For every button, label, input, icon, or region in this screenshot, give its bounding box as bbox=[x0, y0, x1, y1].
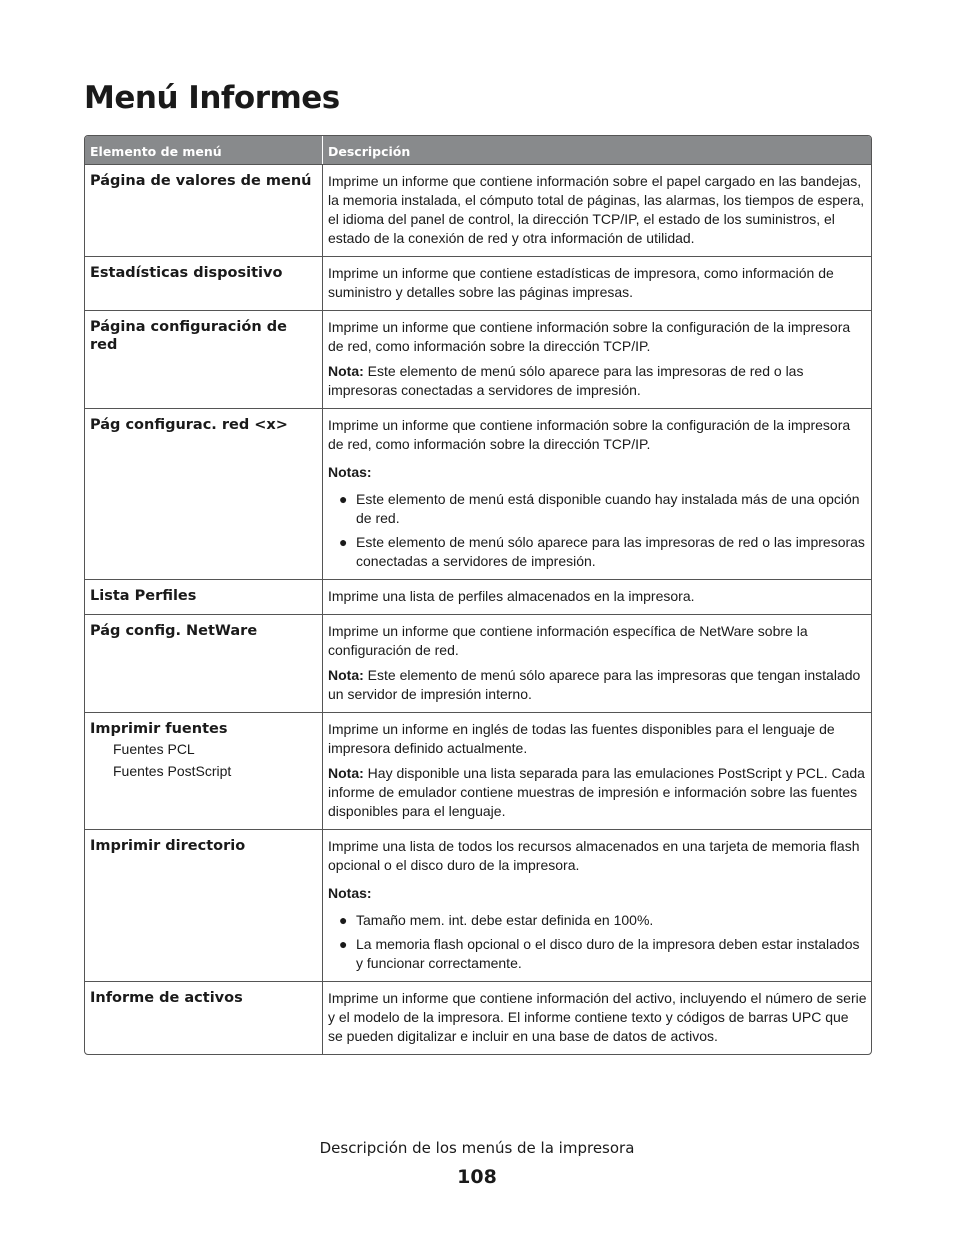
menu-item-note bbox=[328, 666, 867, 704]
menu-item-description: Imprime un informe que contiene información sobre el papel cargado en las bandejas, la memoria instalada, el cómputo total de páginas, las alarmas, los tiempos de espera, el idioma del panel de control, la dirección TCP/IP, el estado de los suministros, el estado de la conexión de red y otra información de utilidad. bbox=[328, 173, 865, 246]
column-header-item: Elemento de menú bbox=[85, 136, 323, 164]
menu-item-name: Pág configurac. red <x> bbox=[90, 417, 288, 433]
menu-item-name: Página configuración de red bbox=[90, 319, 287, 353]
table-row bbox=[85, 829, 871, 981]
footer-section-title: Descripción de los menús de la impresora bbox=[319, 1139, 635, 1157]
note-label: Nota: bbox=[328, 363, 364, 379]
page-number: 108 bbox=[457, 1166, 497, 1188]
menu-item-name: Imprimir directorio bbox=[90, 838, 246, 854]
note-text: Este elemento de menú sólo aparece para las impresoras que tengan instalado un servidor de impresión interno. bbox=[328, 667, 861, 702]
menu-item-name: Imprimir fuentes bbox=[90, 721, 228, 737]
menu-item-name: Lista Perfiles bbox=[90, 588, 197, 604]
menu-item-description: Imprime un informe que contiene información del activo, incluyendo el número de serie y el modelo de la impresora. El informe contiene texto y códigos de barras UPC que se pueden digitalizar e incluir en una base de datos de activos. bbox=[328, 990, 867, 1044]
menu-item-description: Imprime un informe en inglés de todas las fuentes disponibles para el lenguaje de impresora definido actualmente. bbox=[328, 721, 835, 756]
menu-item-name: Página de valores de menú bbox=[90, 173, 312, 189]
table-row bbox=[85, 310, 871, 408]
table-row bbox=[85, 614, 871, 712]
table-header bbox=[85, 136, 871, 164]
note-label: Nota: bbox=[328, 667, 364, 683]
note-text: Este elemento de menú sólo aparece para las impresoras de red o las impresoras conectadas a servidores de impresión. bbox=[328, 363, 804, 398]
note-text: Tamaño mem. int. debe estar definida en 100%. bbox=[356, 912, 654, 928]
table-row bbox=[85, 579, 871, 614]
submenu-item: Fuentes PostScript bbox=[113, 763, 232, 779]
submenu-item: Fuentes PCL bbox=[113, 741, 195, 757]
menu-item-note bbox=[328, 362, 867, 400]
list-item bbox=[328, 490, 867, 528]
note-label: Nota: bbox=[328, 765, 364, 781]
menu-table bbox=[84, 135, 872, 1055]
note-text: Este elemento de menú sólo aparece para las impresoras de red o las impresoras conectadas a servidores de impresión. bbox=[356, 534, 865, 569]
menu-item-name: Informe de activos bbox=[90, 990, 243, 1006]
page-title: Menú Informes bbox=[84, 80, 340, 116]
bullet-icon: ● bbox=[339, 912, 348, 928]
menu-item-note bbox=[328, 764, 867, 821]
table-row bbox=[85, 981, 871, 1054]
column-header-description: Descripción bbox=[328, 144, 411, 159]
notes-list bbox=[328, 911, 867, 973]
menu-item-description: Imprime una lista de todos los recursos almacenados en una tarjeta de memoria flash opcional o el disco duro de la impresora. bbox=[328, 838, 860, 873]
notes-label: Notas: bbox=[328, 885, 372, 901]
bullet-icon: ● bbox=[339, 936, 348, 952]
bullet-icon: ● bbox=[339, 534, 348, 550]
menu-item-name: Estadísticas dispositivo bbox=[90, 265, 283, 281]
note-text: Hay disponible una lista separada para las emulaciones PostScript y PCL. Cada informe de emulador contiene muestras de impresión e información sobre las fuentes disponibles para el lenguaje. bbox=[328, 765, 865, 819]
menu-item-name: Pág config. NetWare bbox=[90, 623, 258, 639]
menu-item-description: Imprime un informe que contiene información sobre la configuración de la impresora de red, como información sobre la dirección TCP/IP. bbox=[328, 417, 851, 452]
menu-item-description: Imprime un informe que contiene estadísticas de impresora, como información de suministro y detalles sobre las páginas impresas. bbox=[328, 265, 834, 300]
menu-item-description: Imprime una lista de perfiles almacenados en la impresora. bbox=[328, 588, 695, 604]
table-row bbox=[85, 256, 871, 310]
list-item bbox=[328, 935, 867, 973]
note-text: La memoria flash opcional o el disco duro de la impresora deben estar instalados y funcionar correctamente. bbox=[356, 936, 860, 971]
notes-label: Notas: bbox=[328, 464, 372, 480]
list-item bbox=[328, 533, 867, 571]
table-row bbox=[85, 408, 871, 579]
bullet-icon: ● bbox=[339, 491, 348, 507]
notes-list bbox=[328, 490, 867, 571]
note-text: Este elemento de menú está disponible cuando hay instalada más de una opción de red. bbox=[356, 491, 860, 526]
table-row bbox=[85, 712, 871, 829]
table-row bbox=[85, 164, 871, 256]
menu-item-description: Imprime un informe que contiene información específica de NetWare sobre la configuración de red. bbox=[328, 623, 808, 658]
menu-item-description: Imprime un informe que contiene información sobre la configuración de la impresora de red, como información sobre la dirección TCP/IP. bbox=[328, 319, 851, 354]
list-item bbox=[328, 911, 867, 930]
